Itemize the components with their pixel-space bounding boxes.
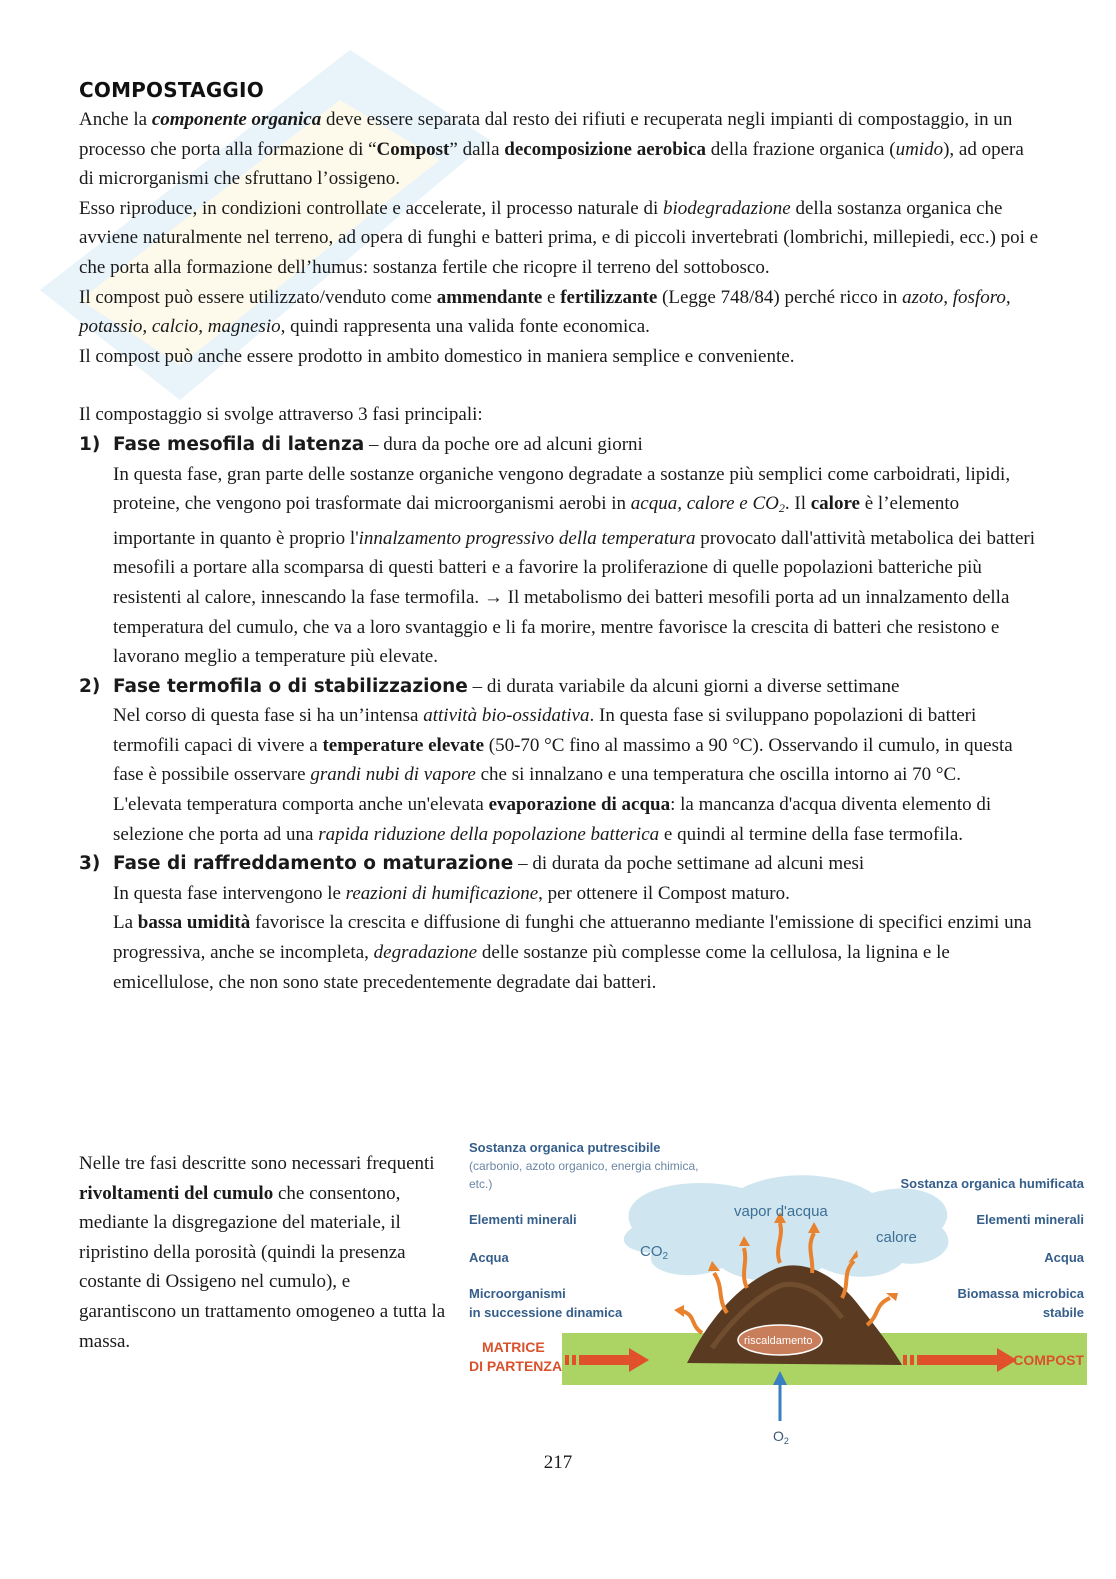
diagram-right-minerals: Elementi minerali — [976, 1212, 1084, 1227]
phase-1-heading: 1) Fase mesofila di latenza – dura da poche ore ad alcuni giorni — [79, 433, 643, 455]
intro-paragraph-2: Esso riproduce, in condizioni controllate e accelerate, il processo naturale di biodegradazione della sostanza organica che avviene naturalmente nel terreno, ad opera di funghi e batteri prima, e di piccoli invertebrati (lombrichi, millepiedi, ecc.) poi e che porta alla formazione dell’humus: sostanza fertile che ricopre il terreno del sottobosco. — [79, 197, 1039, 278]
diagram-heating-label: riscaldamento — [744, 1335, 813, 1347]
diagram-right-water: Acqua — [1044, 1250, 1084, 1265]
diagram-right-biomass-2: stabile — [1042, 1305, 1084, 1320]
diagram-left-minerals: Elementi minerali — [469, 1212, 577, 1227]
phase-2 — [79, 672, 1039, 850]
diagram-heat-label: calore — [876, 1229, 917, 1246]
closing-paragraph: Nelle tre fasi descritte sono necessari frequenti rivoltamenti del cumulo che consentono, mediante la disgregazione del materiale, il ripristino della porosità (quindi la presenza costante di Ossigeno nel cumulo), e garantiscono un trattamento omogeneo a tutta la massa. — [79, 1153, 446, 1352]
diagram-matrix-2: DI PARTENZA — [469, 1358, 563, 1374]
diagram-co2-label: $CO_2$ — [640, 1243, 669, 1262]
page-title: COMPOSTAGGIO — [79, 78, 264, 102]
diagram-left-micro-2: in successione dinamica — [469, 1305, 623, 1320]
diagram-left-water: Acqua — [469, 1250, 509, 1265]
phase-3-heading: 3) Fase di raffreddamento o maturazione – di durata da poche settimane ad alcuni mesi — [79, 853, 865, 875]
diagram-right-title: Sostanza organica humificata — [900, 1176, 1084, 1191]
closing-paragraph-block — [79, 1149, 449, 1356]
page-content — [79, 78, 1039, 997]
phase-2-paragraph-2: L'elevata temperatura comporta anche un'elevata evaporazione di acqua: la mancanza d'acqua diventa elemento di selezione che porta ad una rapida riduzione della popolazione batterica e quindi al termine della fase termofila. — [113, 794, 992, 845]
diagram-compost-label: COMPOST — [1013, 1352, 1084, 1368]
phases-intro: Il compostaggio si svolge attraverso 3 fasi principali: — [79, 404, 483, 426]
phase-1 — [79, 430, 1039, 672]
composting-diagram — [462, 1133, 1090, 1448]
phase-3-paragraph-2: La bassa umidità favorisce la crescita e diffusione di funghi che attueranno mediante l'emissione di specifici enzimi una progressiva, anche se incompleta, degradazione delle sostanze più complesse come la cellulosa, la lignina e le emicellulose, che non sono state precedentemente degradate dai batteri. — [113, 912, 1032, 993]
phase-3 — [79, 849, 1039, 997]
phase-1-paragraph: In questa fase, gran parte delle sostanze organiche vengono degradate a sostanze più semplici come carboidrati, lipidi, proteine, che vengono poi trasformate dai microorganismi aerobi in acqua, calore e $CO_2$. Il calore è l’elemento importante in quanto è proprio l'innalzamento progressivo della temperatura provocato dall'attività metabolica dei batteri mesofili a portare alla scomparsa di questi batteri e a favorire la proliferazione di quelle popolazioni batteriche più resistenti al calore, innescando la fase termofila. → Il metabolismo dei batteri mesofili porta ad un innalzamento della temperatura del cumulo, che va a loro svantaggio e li fa morire, mentre favorisce la crescita di batteri che resistono e lavorano meglio a temperature più elevate. — [113, 463, 1035, 668]
diagram-right-biomass-1: Biomassa microbica — [957, 1286, 1084, 1301]
intro-paragraph-4: Il compost può anche essere prodotto in ambito domestico in maniera semplice e conveniente. — [79, 345, 795, 367]
phase-3-paragraph-1: In questa fase intervengono le reazioni di humificazione, per ottenere il Compost maturo. — [113, 882, 790, 904]
diagram-o2-label: $O_2$ — [773, 1428, 789, 1446]
intro-paragraph-3: Il compost può essere utilizzato/venduto come ammendante e fertilizzante (Legge 748/84) perché ricco in azoto, fosforo, potassio, calcio, magnesio, quindi rappresenta una valida fonte economica. — [79, 286, 1011, 338]
diagram-left-title: Sostanza organica putrescibile — [469, 1140, 661, 1155]
phase-2-heading: 2) Fase termofila o di stabilizzazione – di durata variabile da alcuni giorni a diverse settimane — [79, 675, 900, 697]
diagram-left-micro-1: Microorganismi — [469, 1286, 566, 1301]
diagram-left-title-sub: (carbonio, azoto organico, energia chimica, etc.) — [469, 1159, 699, 1191]
diagram-vapor-label: vapor d'acqua — [734, 1203, 828, 1220]
page-number: 217 — [543, 1452, 573, 1473]
intro-paragraph-1: Anche la componente organica deve essere separata dal resto dei rifiuti e recuperata negli impianti di compostaggio, in un processo che porta alla formazione di “Compost” dalla decomposizione aerobica della frazione organica (umido), ad opera di microrganismi che sfruttano l’ossigeno. — [79, 109, 1024, 190]
phase-2-paragraph-1: Nel corso di questa fase si ha un’intensa attività bio-ossidativa. In questa fase si sviluppano popolazioni di batteri termofili capaci di vivere a temperature elevate (50-70 °C fino al massimo a 90 °C). Osservando il cumulo, in questa fase è possibile osservare grandi nubi di vapore che si innalzano e una temperatura che oscilla intorno ai 70 °C. — [113, 705, 1013, 786]
diagram-matrix-1: MATRICE — [482, 1339, 545, 1355]
